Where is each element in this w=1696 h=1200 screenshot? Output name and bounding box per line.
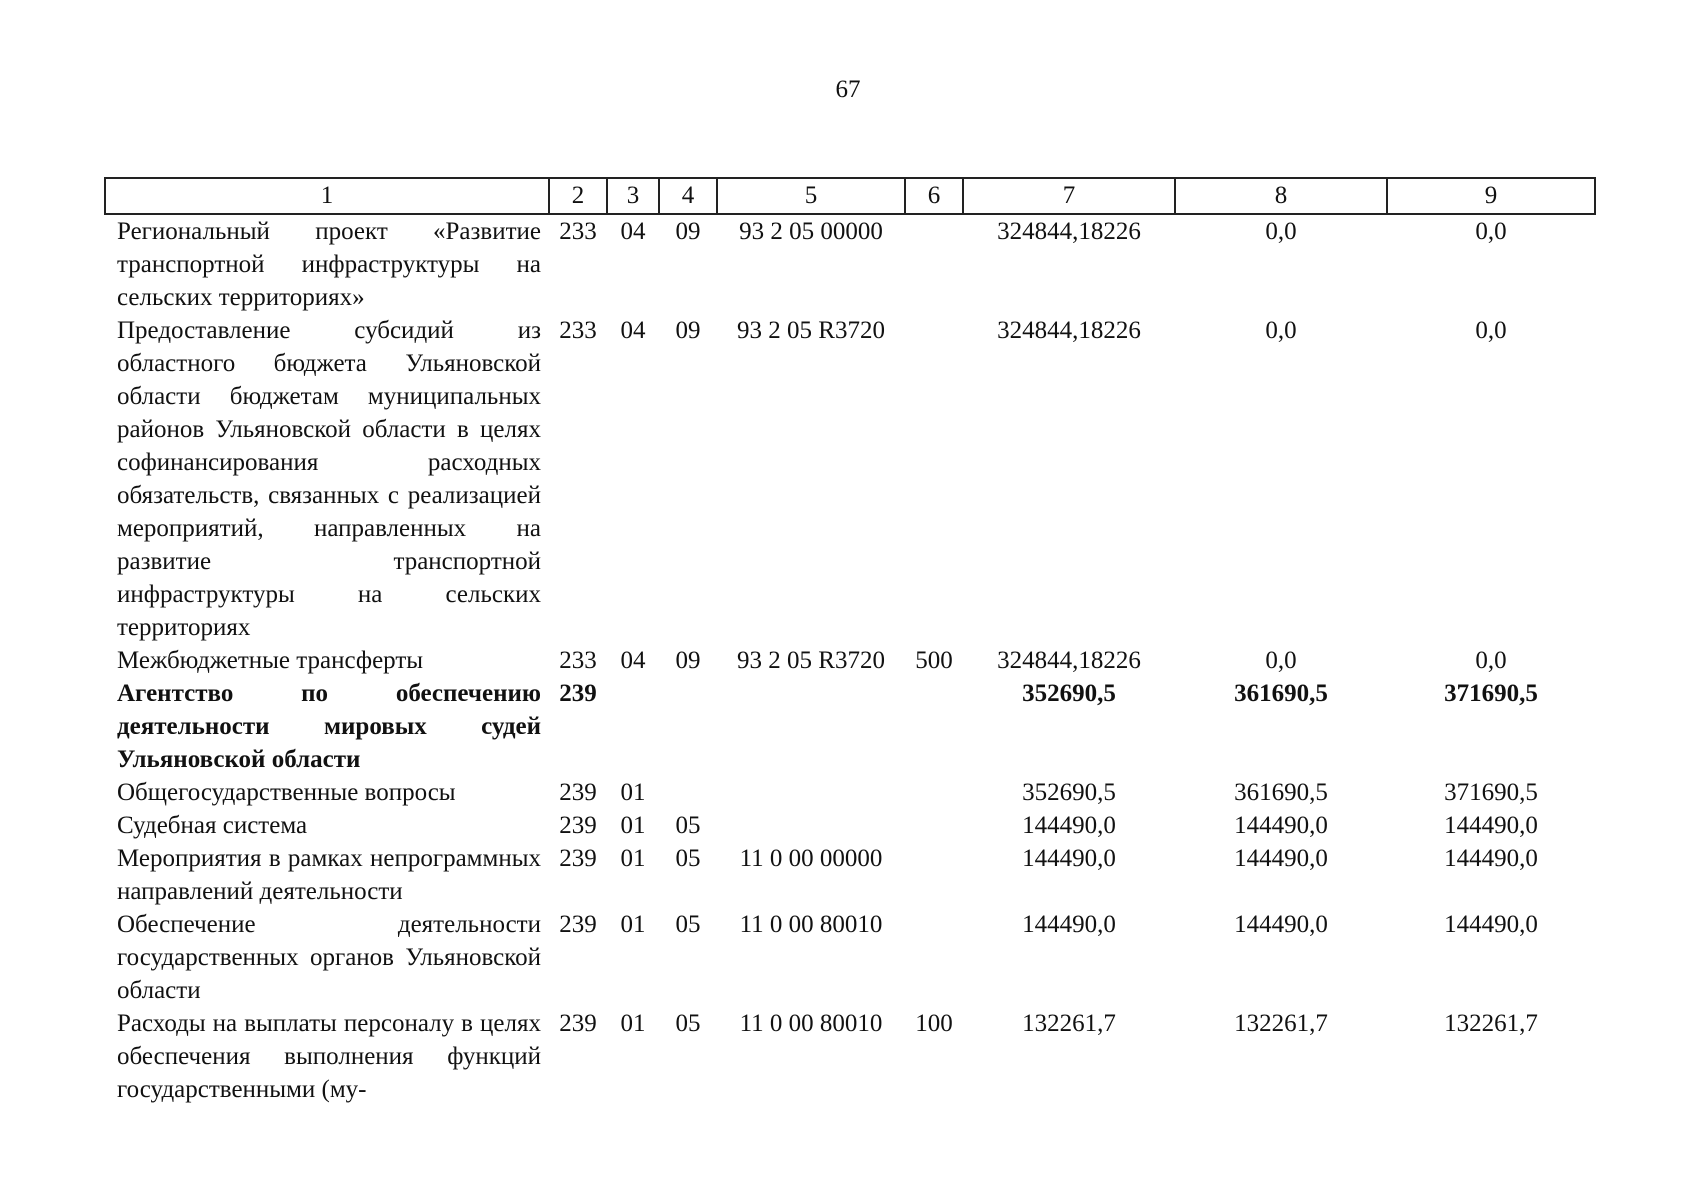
row-amount-col8-cell: 144490,0 (1234, 911, 1328, 938)
row-target-article-cell: 11 0 00 80010 (739, 1010, 883, 1037)
header-cell: 4 (659, 178, 717, 214)
row-amount-col8-cell: 0,0 (1265, 218, 1297, 245)
row-subsection-cell: 05 (675, 911, 701, 938)
row-amount-col7-cell: 324844,18226 (997, 218, 1141, 245)
table-row (105, 842, 1595, 908)
header-cell: 6 (905, 178, 963, 214)
row-code-cell: 233 (559, 317, 597, 344)
row-amount-col9-cell: 0,0 (1475, 647, 1507, 674)
row-name-cell: Общегосударственные вопросы (117, 779, 456, 806)
row-code-cell: 233 (559, 647, 597, 674)
row-section-cell: 01 (620, 911, 646, 938)
table-row (105, 809, 1595, 842)
header-cell: 3 (607, 178, 659, 214)
table-row (105, 776, 1595, 809)
row-section-cell: 01 (620, 1010, 646, 1037)
row-amount-col9-cell: 132261,7 (1444, 1010, 1538, 1037)
row-target-article-cell: 93 2 05 R3720 (737, 317, 885, 344)
header-cell: 1 (105, 178, 549, 214)
row-code-cell: 239 (559, 911, 597, 938)
row-amount-col7-cell: 352690,5 (1022, 779, 1116, 806)
row-expense-type-cell (905, 908, 963, 1007)
row-amount-col9-cell: 144490,0 (1444, 845, 1538, 872)
row-amount-col7-cell: 352690,5 (1022, 680, 1116, 707)
row-target-article-cell: 11 0 00 00000 (739, 845, 883, 872)
row-expense-type-cell (905, 214, 963, 314)
table-row (105, 314, 1595, 644)
row-amount-col8-cell: 132261,7 (1234, 1010, 1328, 1037)
row-target-article-cell: 93 2 05 00000 (739, 218, 883, 245)
row-name-cell: Судебная система (117, 812, 308, 839)
row-subsection-cell: 09 (675, 218, 701, 245)
row-expense-type-cell (905, 314, 963, 644)
table-row (105, 214, 1595, 314)
page-number: 67 (835, 76, 861, 103)
row-expense-type-cell (905, 842, 963, 908)
row-amount-col9-cell: 144490,0 (1444, 911, 1538, 938)
row-subsection-cell (659, 677, 717, 776)
row-code-cell: 239 (559, 845, 597, 872)
row-amount-col8-cell: 144490,0 (1234, 845, 1328, 872)
row-expense-type-cell (905, 677, 963, 776)
row-name-cell: Региональный проект «Развитие транспортной инфраструктуры на сельских территориях» (117, 218, 541, 311)
row-target-article-cell: 11 0 00 80010 (739, 911, 883, 938)
row-section-cell (607, 677, 659, 776)
table-header-row (105, 178, 1595, 214)
header-cell: 2 (549, 178, 607, 214)
row-amount-col7-cell: 144490,0 (1022, 911, 1116, 938)
row-subsection-cell (659, 776, 717, 809)
row-code-cell: 233 (559, 218, 597, 245)
row-target-article-cell (717, 809, 905, 842)
row-amount-col7-cell: 144490,0 (1022, 812, 1116, 839)
row-subsection-cell: 09 (675, 647, 701, 674)
row-section-cell: 01 (620, 845, 646, 872)
row-code-cell: 239 (559, 680, 597, 707)
row-expense-type-cell: 100 (915, 1010, 953, 1037)
row-name-cell: Межбюджетные трансферты (117, 647, 424, 674)
table-row (105, 644, 1595, 677)
row-amount-col8-cell: 0,0 (1265, 647, 1297, 674)
row-name-cell: Обеспечение деятельности государственных органов Ульяновской области (117, 911, 541, 1004)
row-name-cell: Мероприятия в рамках непрограммных направлений деятельности (117, 845, 541, 905)
row-amount-col9-cell: 0,0 (1475, 317, 1507, 344)
row-expense-type-cell: 500 (915, 647, 953, 674)
row-target-article-cell (717, 776, 905, 809)
row-subsection-cell: 05 (675, 812, 701, 839)
row-subsection-cell: 05 (675, 845, 701, 872)
row-name-cell: Предоставление субсидий из областного бюджета Ульяновской области бюджетам муниципальных районов Ульяновской области в целях софинансирования расходных обязательств, связанных с реализацией мероприятий, направленных на развитие транспортной инфраструктуры на сельских территориях (117, 317, 541, 641)
row-target-article-cell: 93 2 05 R3720 (737, 647, 885, 674)
row-subsection-cell: 05 (675, 1010, 701, 1037)
row-section-cell: 04 (620, 218, 646, 245)
row-amount-col9-cell: 0,0 (1475, 218, 1507, 245)
row-name-cell: Расходы на выплаты персоналу в целях обеспечения выполнения функций государственными (му- (117, 1010, 541, 1103)
table-row (105, 677, 1595, 776)
row-amount-col8-cell: 0,0 (1265, 317, 1297, 344)
row-section-cell: 01 (620, 812, 646, 839)
row-subsection-cell: 09 (675, 317, 701, 344)
row-section-cell: 01 (620, 779, 646, 806)
row-amount-col7-cell: 144490,0 (1022, 845, 1116, 872)
row-amount-col8-cell: 361690,5 (1234, 680, 1328, 707)
row-name-cell: Агентство по обеспечению деятельности мировых судей Ульяновской области (117, 680, 541, 773)
header-cell: 5 (717, 178, 905, 214)
row-amount-col8-cell: 144490,0 (1234, 812, 1328, 839)
row-code-cell: 239 (559, 779, 597, 806)
row-target-article-cell (717, 677, 905, 776)
header-cell: 9 (1387, 178, 1595, 214)
row-amount-col7-cell: 132261,7 (1022, 1010, 1116, 1037)
row-code-cell: 239 (559, 1010, 597, 1037)
header-cell: 7 (963, 178, 1175, 214)
row-section-cell: 04 (620, 317, 646, 344)
row-amount-col9-cell: 371690,5 (1444, 680, 1538, 707)
row-amount-col8-cell: 361690,5 (1234, 779, 1328, 806)
table-row (105, 1007, 1595, 1106)
budget-table (104, 177, 1596, 1106)
row-section-cell: 04 (620, 647, 646, 674)
row-amount-col9-cell: 371690,5 (1444, 779, 1538, 806)
table-row (105, 908, 1595, 1007)
row-amount-col7-cell: 324844,18226 (997, 317, 1141, 344)
row-amount-col9-cell: 144490,0 (1444, 812, 1538, 839)
row-expense-type-cell (905, 776, 963, 809)
row-amount-col7-cell: 324844,18226 (997, 647, 1141, 674)
row-code-cell: 239 (559, 812, 597, 839)
row-expense-type-cell (905, 809, 963, 842)
header-cell: 8 (1175, 178, 1387, 214)
